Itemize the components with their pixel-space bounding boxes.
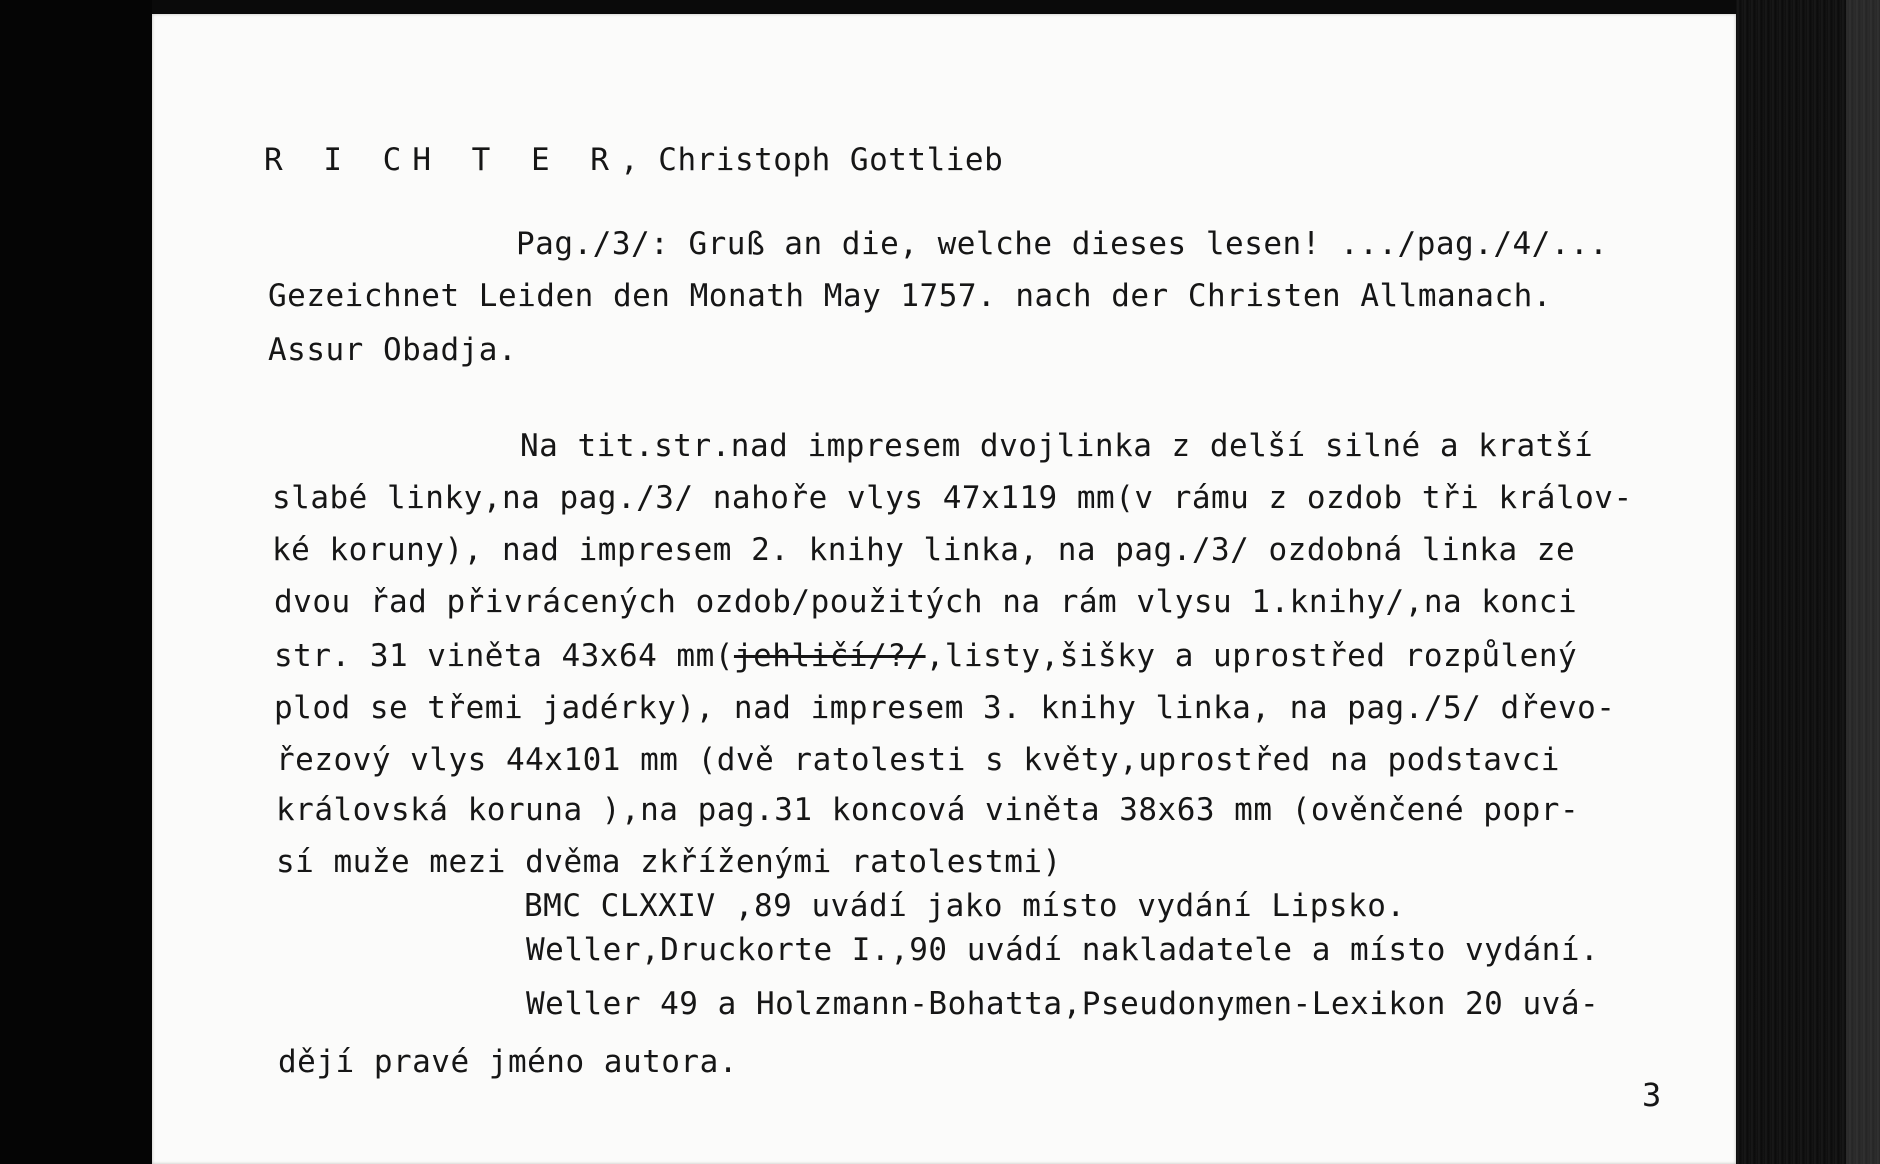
author-given-names: Christoph Gottlieb — [658, 142, 1004, 178]
description-line-9: sí muže mezi dvěma zkříženými ratolestmi) — [276, 844, 1062, 880]
description-line-5 — [274, 638, 1577, 674]
description-line-6: plod se třemi jadérky), nad impresem 3. knihy linka, na pag./5/ dřevo- — [274, 690, 1616, 726]
reference-bmc: BMC CLXXIV ,89 uvádí jako místo vydání Lipsko. — [524, 888, 1406, 924]
reference-weller-druckorte: Weller,Druckorte I.,90 uvádí nakladatele a místo vydání. — [526, 932, 1600, 968]
page-number: 3 — [1642, 1076, 1662, 1114]
description-line-8: královská koruna ),na pag.31 koncová viněta 38x63 mm (ověnčené popr- — [276, 792, 1580, 828]
description-line-5-start: str. 31 viněta 43x64 mm( — [274, 638, 734, 674]
preface-line-3: Assur Obadja. — [268, 332, 518, 368]
struck-out-text: jehličí/?/ — [733, 638, 926, 674]
catalog-card — [152, 14, 1736, 1164]
preface-line-2: Gezeichnet Leiden den Monath May 1757. nach der Christen Allmanach. — [268, 278, 1552, 314]
description-line-3: ké koruny), nad impresem 2. knihy linka, na pag./3/ ozdobná linka ze — [272, 532, 1576, 568]
description-line-4: dvou řad přivrácených ozdob/použitých na rám vlysu 1.knihy/,na konci — [274, 584, 1578, 620]
description-line-5-end: ,listy,šišky a uprostřed rozpůlený — [925, 638, 1578, 674]
card-heading: R I CH T E R, Christoph Gottlieb — [264, 142, 1004, 178]
preface-line-1: Pag./3/: Gruß an die, welche dieses lesen! .../pag./4/... — [516, 226, 1609, 262]
reference-weller-holzmann: Weller 49 a Holzmann-Bohatta,Pseudonymen-Lexikon 20 uvá- — [526, 986, 1600, 1022]
scanner-border-left — [0, 0, 152, 1164]
reference-weller-holzmann-continued: dějí pravé jméno autora. — [278, 1044, 738, 1080]
description-line-1: Na tit.str.nad impresem dvojlinka z delší silné a kratší — [520, 428, 1594, 464]
description-line-2: slabé linky,na pag./3/ nahoře vlys 47x119 mm(v rámu z ozdob tři králov- — [272, 480, 1633, 516]
description-line-7: řezový vlys 44x101 mm (dvě ratolesti s květy,uprostřed na podstavci — [276, 742, 1560, 778]
scanner-border-edge — [1846, 0, 1880, 1164]
author-surname: R I CH T E R — [264, 142, 620, 178]
